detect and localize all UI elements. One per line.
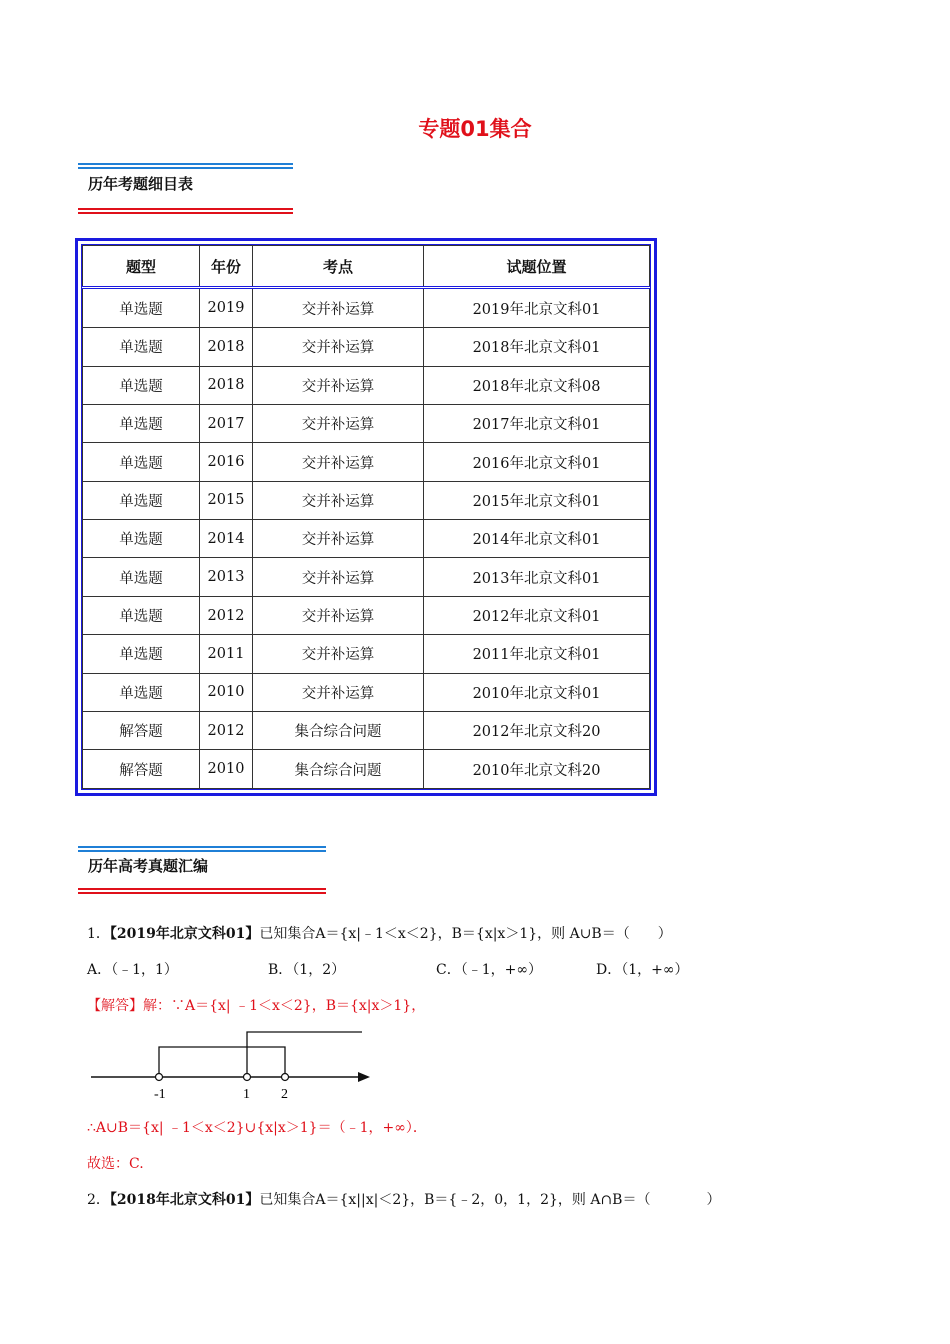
cell-topic: 交并补运算 [253,366,424,404]
question-number: 2． [87,1192,110,1208]
topic-table-grid [82,245,650,789]
table-row [83,481,650,519]
cell-topic: 交并补运算 [253,520,424,558]
answer-line [87,995,425,1015]
cell-topic: 交并补运算 [253,404,424,442]
cell-position: 2010年北京文科20 [424,750,650,789]
table-row [83,712,650,750]
cell-type: 单选题 [83,596,200,634]
tick-label: 2 [281,1087,288,1102]
cell-topic: 交并补运算 [253,635,424,673]
option-c: C．（﹣1，+∞） [436,962,543,978]
cell-type: 单选题 [83,520,200,558]
interval-b [247,1032,362,1075]
cell-topic: 交并补运算 [253,328,424,366]
question-source: 【2018年北京文科01】 [109,1192,260,1208]
cell-position: 2015年北京文科01 [424,481,650,519]
option-a: A．（﹣1，1） [87,962,178,978]
tick-label: 1 [243,1087,250,1102]
table-row [83,443,650,481]
cell-position: 2018年北京文科01 [424,328,650,366]
cell-type: 单选题 [83,481,200,519]
cell-year: 2012 [200,712,253,750]
open-point-minus-1 [156,1074,163,1081]
cell-position: 2019年北京文科01 [424,288,650,328]
question-stem: A＝{x|﹣1＜x＜2}，B＝{x|x＞1}，则 A∪B＝（ ） [315,926,672,942]
cell-type: 单选题 [83,404,200,442]
table-row [83,673,650,711]
table-row [83,596,650,634]
cell-year: 2018 [200,328,253,366]
cell-year: 2015 [200,481,253,519]
cell-year: 2018 [200,366,253,404]
open-point-2 [282,1074,289,1081]
header-position: 试题位置 [424,246,650,288]
open-point-1 [244,1074,251,1081]
interval-a [159,1047,285,1075]
cell-topic: 交并补运算 [253,596,424,634]
answer-conclusion: ∴A∪B＝{x| ﹣1＜x＜2}∪{x|x＞1}＝（﹣1，+∞）． [87,1120,427,1136]
question-source: 【2019年北京文科01】 [109,926,260,942]
cell-topic: 交并补运算 [253,673,424,711]
cell-topic: 交并补运算 [253,443,424,481]
table-row [83,635,650,673]
tick-label: -1 [154,1087,166,1102]
cell-type: 单选题 [83,558,200,596]
cell-year: 2010 [200,750,253,789]
cell-type: 单选题 [83,288,200,328]
cell-topic: 交并补运算 [253,558,424,596]
cell-position: 2010年北京文科01 [424,673,650,711]
table-row [83,328,650,366]
cell-type: 单选题 [83,443,200,481]
table-row [83,288,650,328]
cell-year: 2011 [200,635,253,673]
cell-type: 单选题 [83,366,200,404]
question-2-stem: 2．【2018年北京文科01】已知集合A＝{x||x|＜2}，B＝{﹣2，0，1，2}，则 A∩B＝（ ） [87,1192,721,1208]
cell-topic: 集合综合问题 [253,750,424,789]
cell-position: 2011年北京文科01 [424,635,650,673]
axis-arrow [358,1072,370,1082]
cell-topic: 集合综合问题 [253,712,424,750]
section-bottom-rule [78,888,326,894]
cell-type: 单选题 [83,328,200,366]
section-label: 历年考题细目表 [88,175,194,193]
answer-text: 解：∵A＝{x| ﹣1＜x＜2}，B＝{x|x＞1}， [143,998,426,1014]
cell-year: 2013 [200,558,253,596]
header-topic: 考点 [253,246,424,288]
header-type: 题型 [83,246,200,288]
cell-position: 2013年北京文科01 [424,558,650,596]
cell-type: 解答题 [83,712,200,750]
cell-type: 解答题 [83,750,200,789]
cell-type: 单选题 [83,673,200,711]
cell-year: 2014 [200,520,253,558]
option-b: B．（1，2） [268,962,346,978]
table-row [83,558,650,596]
cell-topic: 交并补运算 [253,481,424,519]
cell-position: 2014年北京文科01 [424,520,650,558]
option-d: D．（1，+∞） [596,962,689,978]
cell-year: 2010 [200,673,253,711]
cell-year: 2019 [200,288,253,328]
table-header-row [83,246,650,288]
section-bottom-rule [78,208,293,214]
answer-choice: 故选：C. [87,1156,144,1172]
number-line-diagram [88,1028,378,1103]
answer-tag: 【解答】 [87,998,143,1014]
question-number: 1． [87,926,110,942]
section-top-rule [78,163,293,169]
topic-table [75,238,657,796]
table-row [83,404,650,442]
header-year: 年份 [200,246,253,288]
cell-position: 2012年北京文科20 [424,712,650,750]
table-row [83,520,650,558]
section-label: 历年高考真题汇编 [88,857,209,875]
cell-type: 单选题 [83,635,200,673]
table-row [83,750,650,789]
cell-year: 2017 [200,404,253,442]
table-row [83,366,650,404]
section-top-rule [78,846,326,852]
cell-position: 2016年北京文科01 [424,443,650,481]
cell-position: 2018年北京文科08 [424,366,650,404]
cell-year: 2016 [200,443,253,481]
cell-topic: 交并补运算 [253,288,424,328]
cell-position: 2012年北京文科01 [424,596,650,634]
page-title: 专题01集合 [418,117,532,141]
question-stem: A＝{x||x|＜2}，B＝{﹣2，0，1，2}，则 A∩B＝（ ） [315,1192,721,1208]
cell-year: 2012 [200,596,253,634]
cell-position: 2017年北京文科01 [424,404,650,442]
question-1-stem: 1．【2019年北京文科01】已知集合A＝{x|﹣1＜x＜2}，B＝{x|x＞1}，则 A∪B＝（ ） [87,926,672,942]
